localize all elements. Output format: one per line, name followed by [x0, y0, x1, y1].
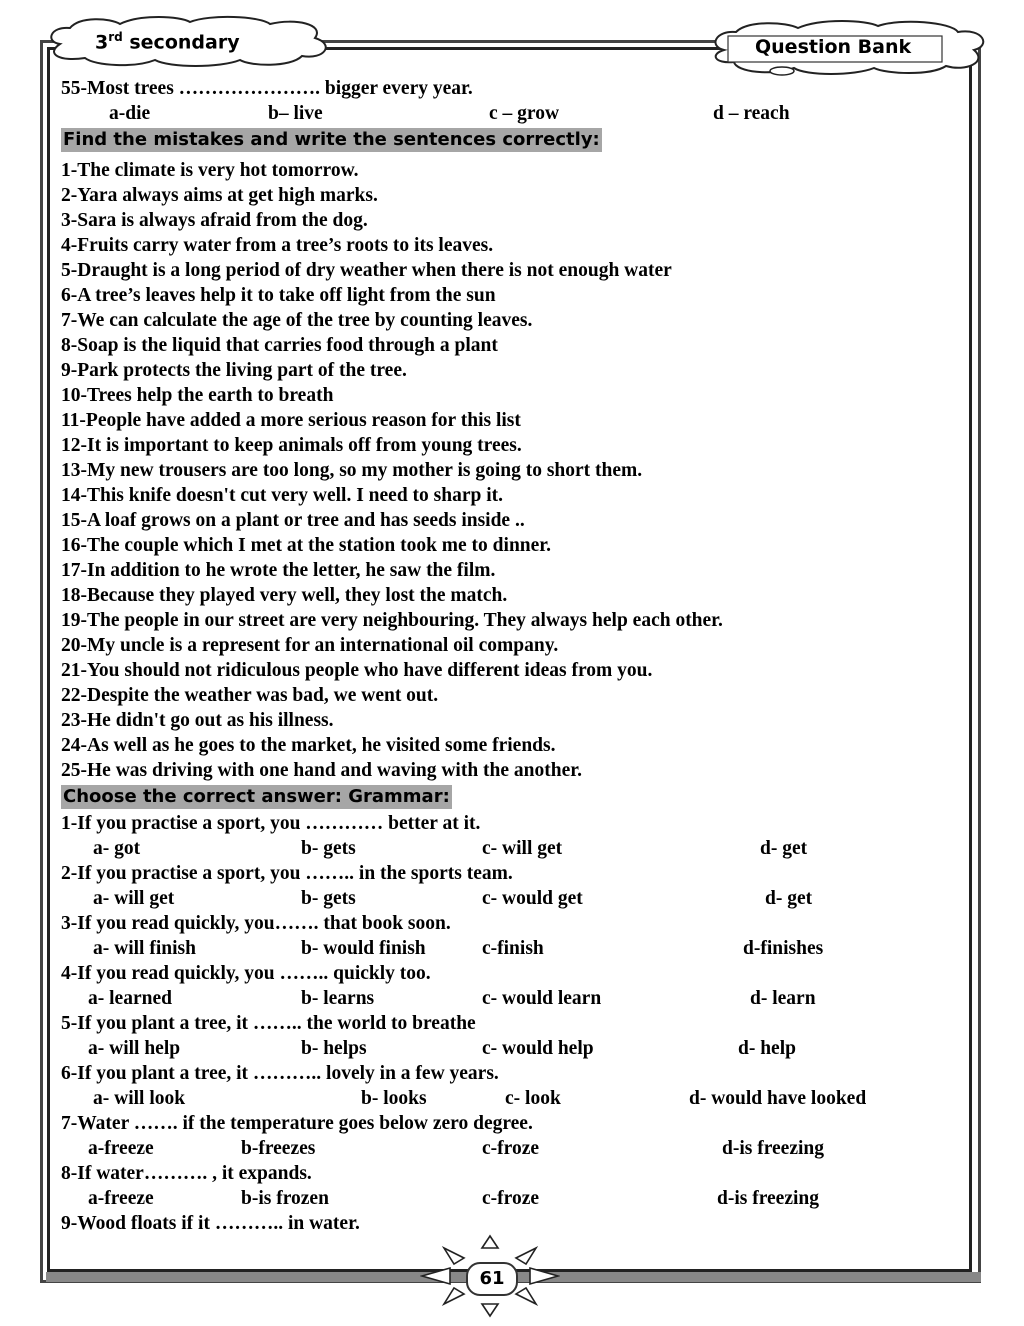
grammar-option: c- would get: [482, 888, 583, 909]
grammar-question: 8-If water………. , it expands.: [61, 1163, 312, 1184]
grammar-option: a- got: [93, 838, 141, 859]
mistake-item: 20-My uncle is a represent for an international oil company.: [61, 635, 559, 656]
grammar-option: b- would finish: [301, 938, 426, 959]
grammar-option: b-is frozen: [241, 1188, 329, 1209]
grammar-question: 9-Wood floats if it ……….. in water.: [61, 1213, 360, 1234]
grammar-option: d-is freezing: [722, 1138, 824, 1159]
grammar-option: d-is freezing: [717, 1188, 819, 1209]
mistake-item: 25-He was driving with one hand and waving with the another.: [61, 760, 582, 781]
grammar-option: d-finishes: [743, 938, 824, 959]
grammar-option: a- will help: [88, 1038, 181, 1059]
grammar-question: 2-If you practise a sport, you …….. in the sports team.: [61, 863, 513, 884]
mistakes-heading: Find the mistakes and write the sentences correctly:: [63, 129, 600, 150]
grammar-option: b- gets: [301, 888, 356, 909]
grammar-option: d- would have looked: [689, 1088, 867, 1109]
mistake-item: 6-A tree’s leaves help it to take off light from the sun: [61, 285, 496, 306]
q55-option-b: b– live: [268, 103, 323, 124]
grammar-option: b- helps: [301, 1038, 367, 1059]
q55-option-d: d – reach: [713, 103, 790, 124]
grammar-option: c-froze: [482, 1138, 540, 1159]
grammar-question: 5-If you plant a tree, it …….. the world to breathe: [61, 1013, 476, 1034]
question-bank-tag: Question Bank: [755, 36, 912, 58]
grammar-option: a- will look: [93, 1088, 186, 1109]
grammar-question: 3-If you read quickly, you……. that book soon.: [61, 913, 451, 934]
grammar-option: a- will finish: [93, 938, 196, 959]
question-55: 55-Most trees …………………. bigger every year.: [61, 78, 473, 99]
mistake-item: 21-You should not ridiculous people who have different ideas from you.: [61, 660, 653, 681]
mistake-item: 1-The climate is very hot tomorrow.: [61, 160, 359, 181]
mistake-item: 22-Despite the weather was bad, we went out.: [61, 685, 439, 706]
grammar-option: d- learn: [750, 988, 816, 1009]
grammar-option: c-froze: [482, 1188, 540, 1209]
mistake-item: 9-Park protects the living part of the tree.: [61, 360, 407, 381]
grammar-option: b- learns: [301, 988, 375, 1009]
grammar-option: c- will get: [482, 838, 563, 859]
grammar-question: 7-Water ……. if the temperature goes below zero degree.: [61, 1113, 533, 1134]
grammar-option: a-freeze: [88, 1188, 154, 1209]
grammar-option: b- looks: [361, 1088, 427, 1109]
grammar-option: c- would learn: [482, 988, 602, 1009]
mistake-item: 10-Trees help the earth to breath: [61, 385, 334, 406]
q55-option-a: a-die: [109, 103, 151, 124]
mistake-item: 12-It is important to keep animals off from young trees.: [61, 435, 522, 456]
grammar-heading: Choose the correct answer: Grammar:: [63, 786, 450, 807]
page-number: 61: [466, 1262, 518, 1296]
mistake-item: 19-The people in our street are very neighbouring. They always help each other.: [61, 610, 723, 631]
grammar-question: 6-If you plant a tree, it ……….. lovely in a few years.: [61, 1063, 499, 1084]
grammar-option: a- will get: [93, 888, 175, 909]
mistake-item: 11-People have added a more serious reason for this list: [61, 410, 521, 431]
mistake-item: 4-Fruits carry water from a tree’s roots to its leaves.: [61, 235, 494, 256]
grammar-option: c-finish: [482, 938, 544, 959]
mistake-item: 5-Draught is a long period of dry weather when there is not enough water: [61, 260, 672, 281]
grade-tag: 3rd secondary: [95, 30, 240, 54]
grammar-question: 1-If you practise a sport, you ………… better at it.: [61, 813, 481, 834]
grammar-option: d- help: [738, 1038, 796, 1059]
q55-option-c: c – grow: [489, 103, 560, 124]
grammar-option: d- get: [760, 838, 808, 859]
grammar-option: b- gets: [301, 838, 356, 859]
mistake-item: 23-He didn't go out as his illness.: [61, 710, 334, 731]
grammar-option: c- would help: [482, 1038, 594, 1059]
grammar-option: a- learned: [88, 988, 172, 1009]
grammar-option: b-freezes: [241, 1138, 316, 1159]
mistake-item: 24-As well as he goes to the market, he visited some friends.: [61, 735, 556, 756]
grammar-option: a-freeze: [88, 1138, 154, 1159]
mistake-item: 3-Sara is always afraid from the dog.: [61, 210, 368, 231]
grammar-option: c- look: [505, 1088, 561, 1109]
mistake-item: 18-Because they played very well, they lost the match.: [61, 585, 508, 606]
grammar-option: d- get: [765, 888, 813, 909]
grammar-question: 4-If you read quickly, you …….. quickly too.: [61, 963, 431, 984]
mistake-item: 14-This knife doesn't cut very well. I need to sharp it.: [61, 485, 504, 506]
mistake-item: 7-We can calculate the age of the tree by counting leaves.: [61, 310, 533, 331]
mistake-item: 13-My new trousers are too long, so my mother is going to short them.: [61, 460, 643, 481]
mistake-item: 15-A loaf grows on a plant or tree and has seeds inside ..: [61, 510, 525, 531]
mistake-item: 16-The couple which I met at the station took me to dinner.: [61, 535, 552, 556]
mistake-item: 17-In addition to he wrote the letter, he saw the film.: [61, 560, 496, 581]
mistake-item: 2-Yara always aims at get high marks.: [61, 185, 378, 206]
mistake-item: 8-Soap is the liquid that carries food through a plant: [61, 335, 498, 356]
